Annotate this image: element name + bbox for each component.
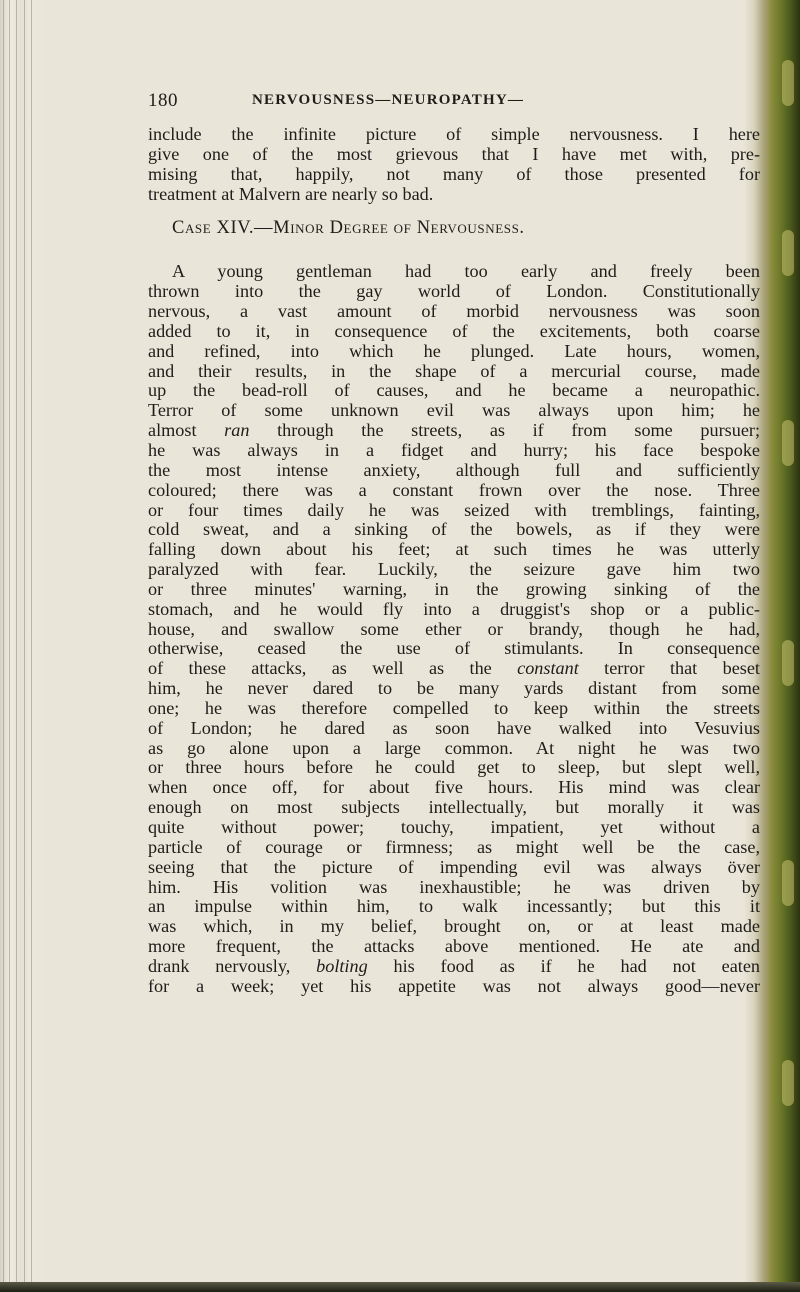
text-line [148,282,760,302]
text-line [148,620,760,640]
text-segment: an impulse within him, to walk incessantly; but this it [148,896,760,917]
text-line [148,858,760,878]
text-line: give one of the most grievous that I have met with, pre- [148,143,760,164]
text-segment: and refined, into which he plunged. Late hours, women, [148,340,760,361]
text-line [148,441,760,461]
text-segment: up the bead-roll of causes, and he became a neuropathic. [148,380,760,401]
text-line [148,322,760,342]
scan-bottom-edge [0,1282,800,1292]
text-segment: him, he never dared to be many yards distant from some [148,678,760,699]
text-segment: A young gentleman had too early and freely been [172,261,760,282]
text-segment: and their results, in the shape of a mercurial course, made [148,360,760,381]
text-segment: or three minutes' warning, in the growing sinking of the [148,578,760,599]
text-segment: stomach, and he would fly into a druggist's shop or a public- [148,598,760,619]
text-line [148,580,760,600]
text-line [148,421,760,441]
text-line [148,362,760,382]
text-segment: particle of courage or firmness; as might well be the case, [148,836,760,857]
book-page [148,90,760,997]
text-line [148,302,760,322]
text-segment: nervous, a vast amount of morbid nervousness was soon [148,301,760,322]
italic-text: constant [517,658,579,679]
case-heading: Case XIV.—Minor Degree of Nervousness. [172,218,525,239]
text-segment: house, and swallow some ether or brandy, though he had, [148,618,760,639]
text-line [148,560,760,580]
text-line: treatment at Malvern are nearly so bad. [148,183,434,204]
text-line [148,878,760,898]
text-segment: Terror of some unknown evil was always upon him; he [148,400,760,421]
text-segment: of London; he dared as soon have walked into Vesuvius [148,717,760,738]
text-segment: coloured; there was a constant frown over the nose. Three [148,479,760,500]
text-line [148,838,760,858]
text-line [148,758,760,778]
text-line [148,520,760,540]
text-line [148,481,760,501]
text-segment: or four times daily he was seized with tremblings, fainting, [148,499,760,520]
text-line [148,540,760,560]
text-segment: or three hours before he could get to sleep, but slept well, [148,757,760,778]
text-line [148,381,760,401]
page-number: 180 [148,90,178,111]
text-line: include the infinite picture of simple nervousness. I here [148,124,760,144]
text-segment: cold sweat, and a sinking of the bowels, as if they were [148,519,760,540]
text-line [148,461,760,481]
text-segment: drank nervously, [148,955,317,976]
text-line [148,659,760,679]
text-segment: of these attacks, as well as the [148,658,518,679]
text-segment: as go alone upon a large common. At night he was two [148,737,760,758]
text-segment: through the streets, as if from some pursuer; [249,420,760,441]
intro-paragraph [148,125,760,204]
text-line [148,719,760,739]
text-segment: his food as if he had not eaten [367,955,760,976]
italic-text: ran [224,420,250,441]
text-line [148,600,760,620]
text-segment: almost [148,420,225,441]
text-line [148,501,760,521]
text-line [148,917,760,937]
page-header [148,90,760,124]
text-line [148,699,760,719]
text-line [148,679,760,699]
italic-text: bolting [316,955,368,976]
text-segment: for a week; yet his appetite was not always good—never [148,975,760,996]
text-segment: was which, in my belief, brought on, or at least made [148,916,760,937]
text-segment: added to it, in consequence of the excitements, both coarse [148,320,760,341]
text-segment: terror that beset [578,658,760,679]
text-segment: when once off, for about five hours. His mind was clear [148,777,760,798]
text-segment: thrown into the gay world of London. Constitutionally [148,281,760,302]
text-segment: the most intense anxiety, although full and sufficiently [148,459,760,480]
text-line [148,957,760,977]
text-line [148,818,760,838]
text-segment: more frequent, the attacks above mentioned. He ate and [148,936,760,957]
text-line [148,977,760,997]
text-line [148,798,760,818]
running-head: NERVOUSNESS—NEUROPATHY— [252,92,525,108]
text-line [148,639,760,659]
text-segment: paralyzed with fear. Luckily, the seizure gave him two [148,559,760,580]
case-paragraph [148,262,760,996]
text-segment: seeing that the picture of impending evil was always över [148,856,760,877]
text-segment: enough on most subjects intellectually, but morally it was [148,797,760,818]
text-line [148,937,760,957]
text-line: mising that, happily, not many of those presented for [148,163,760,184]
text-line [148,401,760,421]
text-segment: falling down about his feet; at such times he was utterly [148,539,760,560]
text-line [148,897,760,917]
text-segment: one; he was therefore compelled to keep within the streets [148,697,760,718]
text-line [148,342,760,362]
text-segment: otherwise, ceased the use of stimulants. In consequence [148,638,760,659]
text-segment: him. His volition was inexhaustible; he was driven by [148,876,760,897]
text-segment: he was always in a fidget and hurry; his face bespoke [148,439,760,460]
scan-left-edge [0,0,44,1292]
text-line [148,262,760,282]
text-line [148,778,760,798]
text-line [148,739,760,759]
text-segment: quite without power; touchy, impatient, yet without a [148,817,760,837]
